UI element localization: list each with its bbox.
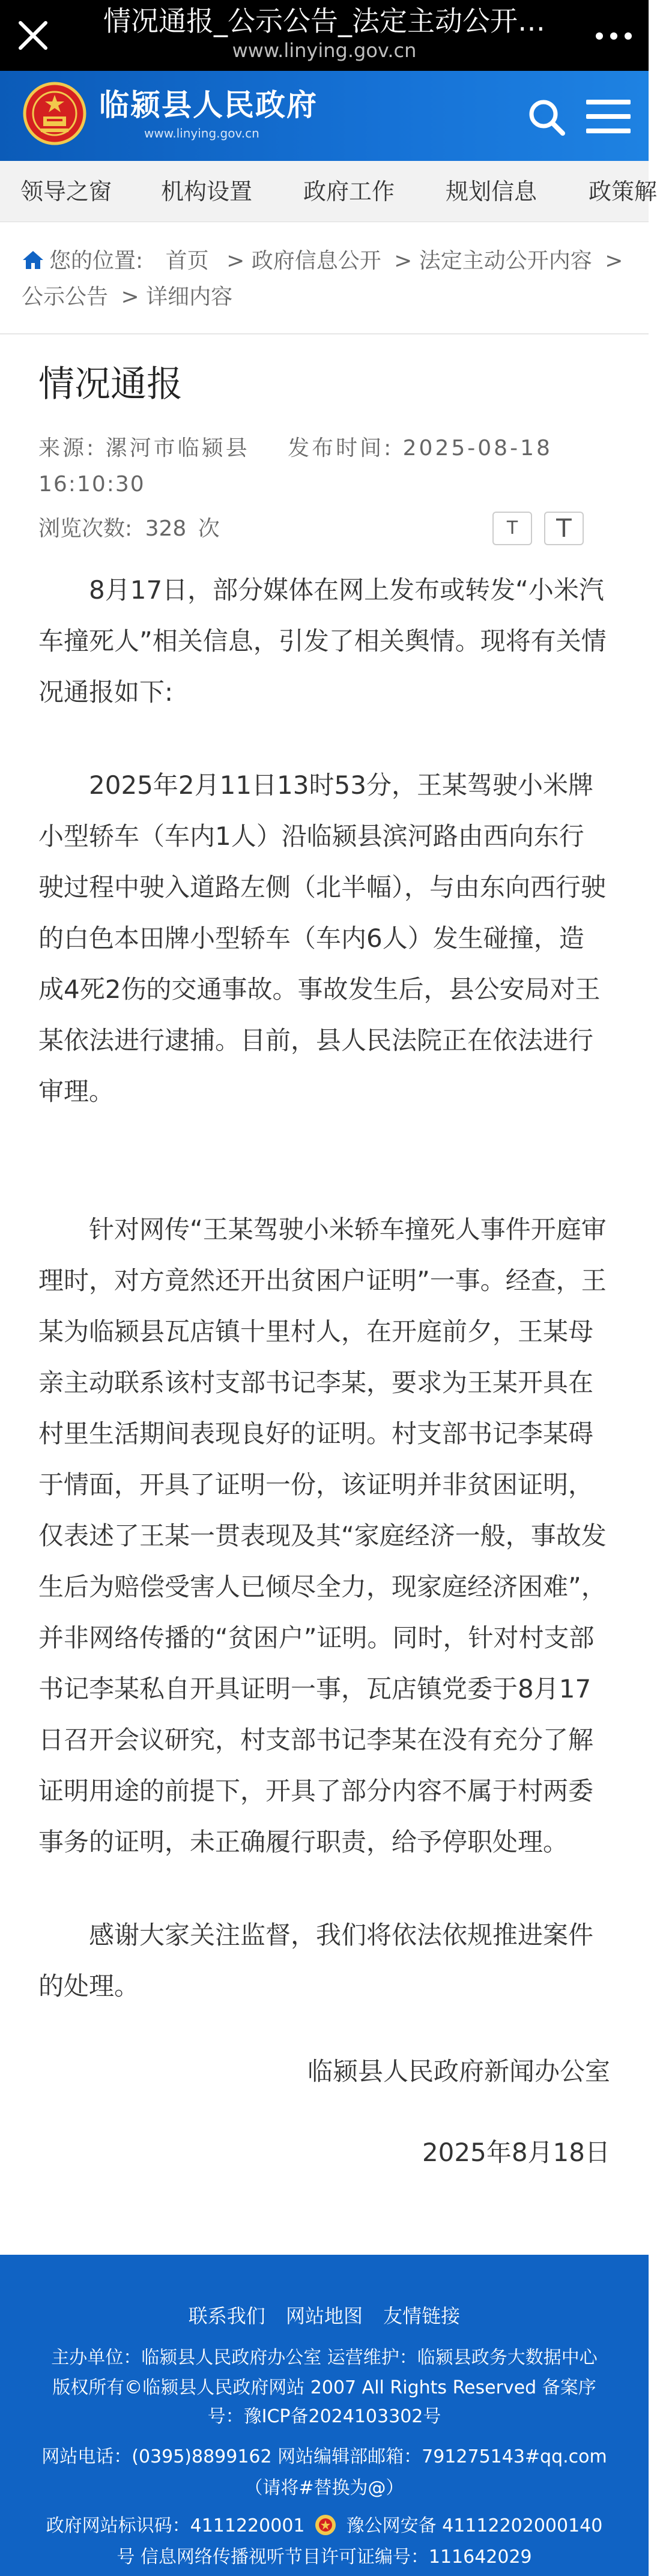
- footer-links: [0, 2303, 649, 2329]
- national-emblem-icon: [23, 82, 86, 145]
- police-badge-icon: [314, 2514, 337, 2536]
- home-icon: [22, 250, 44, 270]
- article-paragraph: 感谢大家关注监督，我们将依法依规推进案件的处理。: [38, 1920, 594, 2001]
- font-size-small-button[interactable]: T: [492, 512, 532, 545]
- footer-contact: 网站电话：(0395)8899162 网站编辑部邮箱：791275143#qq.com: [41, 2446, 607, 2467]
- article-paragraph: 针对网传“王某驾驶小米轿车撞死人事件开庭审理时，对方竟然还开出贫困户证明”一事。经查，王某为临颍县瓦店镇十里村人，在开庭前夕，王某母亲主动联系该村支部书记李某，要求为王某开具在村里生活期间表现良好的证明。村支部书记李某碍于情面，开具了证明一份，该证明并非贫困证明，仅表述了王某一贯表现及其“家庭经济一般，事故发生后为赔偿受害人已倾尽全力，现家庭经济困难”，并非网络传播的“贫困户”证明。同时，针对村支部书记李某私自开具证明一事，瓦店镇党委于8月17日召开会议研究，村支部书记李某在没有充分了解证明用途的前提下，开具了部分内容不属于村两委事务的证明，未正确履行职责，给予停职处理。: [38, 1215, 607, 1857]
- source-value: 漯河市临颍县: [105, 436, 250, 461]
- main-nav: [0, 161, 657, 222]
- views-value: 328: [145, 516, 187, 541]
- views-unit: 次: [198, 516, 220, 541]
- footer-copyright: 版权所有©临颍县人民政府网站 2007 All Rights Reserved 备案序: [52, 2377, 596, 2398]
- footer-link-friends[interactable]: 友情链接: [383, 2305, 461, 2327]
- breadcrumb-separator: >: [394, 249, 413, 273]
- footer-link-sitemap[interactable]: 网站地图: [285, 2305, 363, 2327]
- footer-icp[interactable]: 号：豫ICP备2024103302号: [207, 2406, 441, 2427]
- nav-item-government-work[interactable]: 政府工作: [303, 178, 395, 205]
- nav-item-organization[interactable]: 机构设置: [161, 178, 253, 205]
- hamburger-menu-icon[interactable]: [586, 100, 631, 133]
- search-icon[interactable]: [525, 96, 568, 138]
- source-label: 来源:: [38, 436, 97, 461]
- site-name[interactable]: 临颍县人民政府: [99, 88, 318, 122]
- site-header: [0, 71, 649, 161]
- footer-link-contact[interactable]: 联系我们: [188, 2305, 265, 2327]
- breadcrumb-gov-info[interactable]: 政府信息公开: [251, 249, 381, 273]
- browser-bar: [0, 0, 649, 71]
- more-icon[interactable]: [596, 24, 632, 48]
- footer-site-code: [24, 2513, 625, 2539]
- nav-item-leaders[interactable]: 领导之窗: [20, 178, 112, 205]
- font-size-large-button[interactable]: T: [544, 512, 584, 545]
- footer-site-code-text: 政府网站标识码：4111220001: [46, 2515, 305, 2536]
- breadcrumb: [22, 243, 628, 315]
- breadcrumb-prefix: 您的位置:: [49, 249, 144, 273]
- breadcrumb-separator: >: [121, 285, 139, 309]
- breadcrumb-statutory[interactable]: 法定主动公开内容: [419, 249, 592, 273]
- signature-date: 2025年8月18日: [422, 2138, 610, 2167]
- article-meta: [38, 431, 615, 466]
- article-title: 情况通报: [38, 363, 183, 405]
- footer-contact-note: （请将#替换为@）: [244, 2478, 404, 2499]
- breadcrumb-announcements[interactable]: 公示公告: [22, 285, 109, 309]
- browser-title: 情况通报_公示公告_法定主动公开…: [103, 5, 545, 37]
- view-count: [38, 512, 220, 546]
- footer-license: 号 信息网络传播视听节目许可证编号：111642029: [117, 2547, 532, 2568]
- nav-item-planning[interactable]: 规划信息: [446, 178, 537, 205]
- publish-date: 2025-08-18: [402, 436, 553, 461]
- views-label: 浏览次数:: [38, 516, 133, 541]
- breadcrumb-separator: >: [605, 249, 623, 273]
- breadcrumb-home[interactable]: 首页: [165, 249, 209, 273]
- breadcrumb-separator: >: [226, 249, 245, 273]
- browser-url: www.linying.gov.cn: [232, 39, 417, 62]
- nav-item-policy[interactable]: 政策解: [589, 178, 657, 205]
- publish-time: 16:10:30: [38, 472, 145, 497]
- article-paragraph: 8月17日，部分媒体在网上发布或转发“小米汽车撞死人”相关信息，引发了相关舆情。现将有关情况通报如下:: [38, 575, 607, 707]
- publish-label: 发布时间:: [288, 436, 394, 461]
- footer-police-record[interactable]: 豫公网安备 41112202000140: [346, 2515, 603, 2536]
- signature-org: 临颍县人民政府新闻办公室: [307, 2057, 610, 2086]
- site-footer: [0, 2255, 649, 2576]
- site-url: www.linying.gov.cn: [144, 126, 259, 141]
- breadcrumb-detail: 详细内容: [146, 285, 233, 309]
- footer-host: 主办单位：临颍县人民政府办公室 运营维护：临颍县政务大数据中心: [51, 2347, 598, 2368]
- article-paragraph: 2025年2月11日13时53分，王某驾驶小米牌小型轿车（车内1人）沿临颍县滨河路由西向东行驶过程中驶入道路左侧（北半幅），与由东向西行驶的白色本田牌小型轿车（车内6人）发生碰撞，造成4死2伤的交通事故。事故发生后，县公安局对王某依法进行逮捕。目前，县人民法院正在依法进行审理。: [38, 770, 607, 1106]
- divider: [0, 333, 649, 334]
